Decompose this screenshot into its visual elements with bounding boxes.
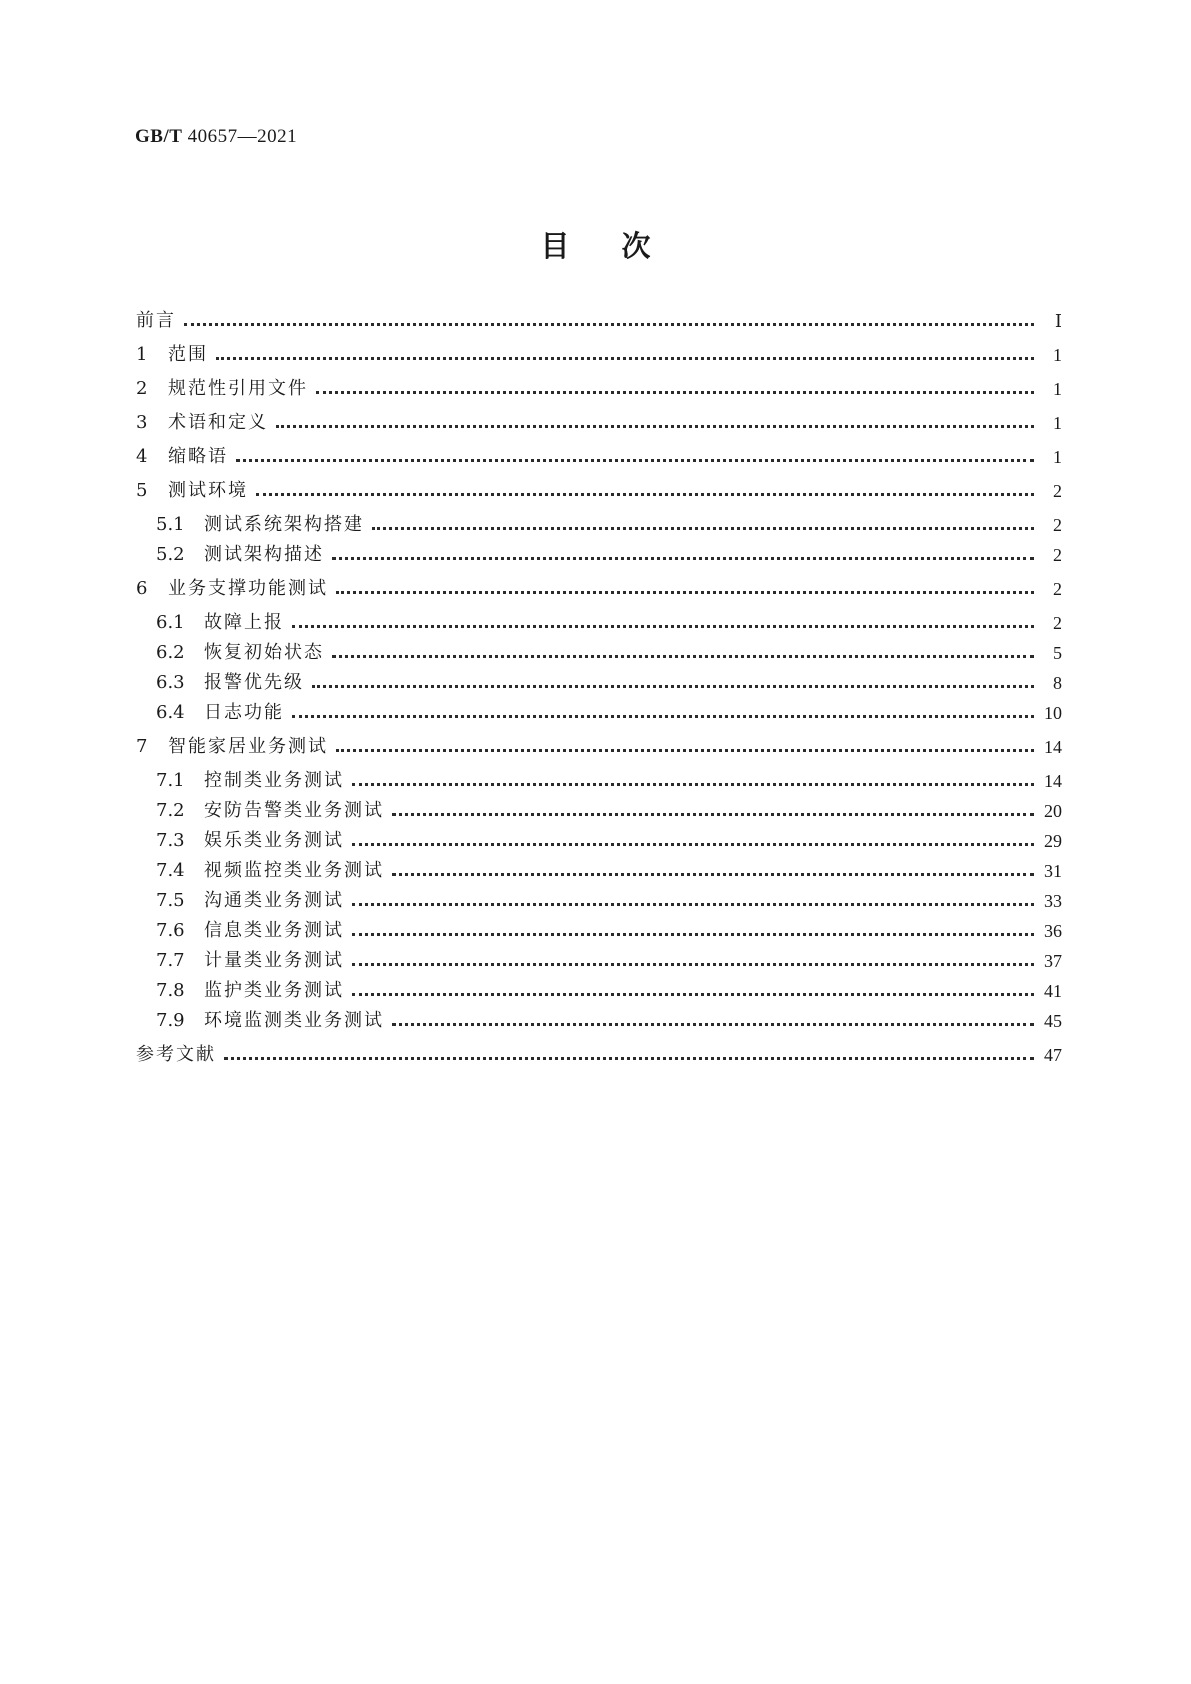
toc-entry-label: 故障上报 bbox=[204, 612, 284, 633]
toc-entry[interactable] bbox=[136, 976, 1062, 1002]
toc-entry-page: 47 bbox=[1044, 1045, 1062, 1065]
dot-leader bbox=[352, 963, 1034, 966]
document-header bbox=[135, 126, 297, 148]
toc-entry-number: 7.2 bbox=[156, 800, 185, 821]
toc-entry-number: 7.9 bbox=[156, 1010, 185, 1031]
toc-entry-label: 计量类业务测试 bbox=[204, 950, 344, 971]
dot-leader bbox=[292, 715, 1034, 718]
dot-leader bbox=[352, 903, 1034, 906]
toc-entry-label: 缩略语 bbox=[168, 446, 228, 467]
toc-entry-page: 41 bbox=[1044, 981, 1062, 1001]
toc-entry[interactable] bbox=[136, 540, 1062, 566]
toc-entry-number: 6.2 bbox=[156, 642, 185, 663]
dot-leader bbox=[332, 557, 1034, 560]
toc-entry-page: 1 bbox=[1053, 413, 1062, 433]
toc-entry-page: 29 bbox=[1044, 831, 1062, 851]
toc-entry-page: 20 bbox=[1044, 801, 1062, 821]
toc-entry-page: 36 bbox=[1044, 921, 1062, 941]
toc-entry[interactable] bbox=[136, 856, 1062, 882]
page-title: 目次 bbox=[540, 229, 703, 263]
toc-entry-page: 2 bbox=[1053, 613, 1062, 633]
toc-entry-number: 7.4 bbox=[156, 860, 185, 881]
toc-entry-number: 1 bbox=[136, 344, 148, 365]
toc-entry-number: 6.1 bbox=[156, 612, 185, 633]
dot-leader bbox=[224, 1057, 1034, 1060]
toc-entry[interactable] bbox=[136, 732, 1062, 758]
toc-entry-number: 7.8 bbox=[156, 980, 185, 1001]
toc-entry-label: 业务支撑功能测试 bbox=[168, 578, 328, 599]
toc-entry-number: 7.1 bbox=[156, 770, 185, 791]
toc-entry-label: 测试环境 bbox=[168, 480, 248, 501]
dot-leader bbox=[392, 1023, 1034, 1026]
toc-entry[interactable] bbox=[136, 476, 1062, 502]
dot-leader bbox=[332, 655, 1034, 658]
toc-entry-label: 控制类业务测试 bbox=[204, 770, 344, 791]
toc-entry[interactable] bbox=[136, 374, 1062, 400]
toc-entry[interactable] bbox=[136, 916, 1062, 942]
toc-entry-page: 31 bbox=[1044, 861, 1062, 881]
dot-leader bbox=[336, 591, 1034, 594]
toc-entry-number: 4 bbox=[136, 446, 148, 467]
toc-entry-number: 7.3 bbox=[156, 830, 185, 851]
toc-entry-number: 7.7 bbox=[156, 950, 185, 971]
toc-entry-label: 日志功能 bbox=[204, 702, 284, 723]
toc-entry-page: 37 bbox=[1044, 951, 1062, 971]
toc-entry-number: 6.3 bbox=[156, 672, 185, 693]
toc-entry-label: 规范性引用文件 bbox=[168, 378, 308, 399]
dot-leader bbox=[276, 425, 1034, 428]
toc-entry-page: 5 bbox=[1053, 643, 1062, 663]
toc-entry-label: 测试架构描述 bbox=[204, 544, 324, 565]
toc-entry-number: 5 bbox=[136, 480, 148, 501]
toc-entry-page: 14 bbox=[1044, 737, 1062, 757]
toc-entry[interactable] bbox=[136, 796, 1062, 822]
dot-leader bbox=[312, 685, 1034, 688]
dot-leader bbox=[372, 527, 1034, 530]
dot-leader bbox=[292, 625, 1034, 628]
toc-entry-references[interactable] bbox=[136, 1040, 1062, 1066]
toc-entry[interactable] bbox=[136, 510, 1062, 536]
toc-entry-page: 2 bbox=[1053, 515, 1062, 535]
dot-leader bbox=[236, 459, 1034, 462]
toc-entry-number: 2 bbox=[136, 378, 148, 399]
toc-entry-label: 恢复初始状态 bbox=[204, 642, 324, 663]
toc-entry-preface[interactable] bbox=[136, 306, 1062, 332]
dot-leader bbox=[216, 357, 1034, 360]
toc-entry-label: 信息类业务测试 bbox=[204, 920, 344, 941]
toc-entry[interactable] bbox=[136, 340, 1062, 366]
dot-leader bbox=[316, 391, 1034, 394]
toc-entry-number: 6 bbox=[136, 578, 148, 599]
toc-entry[interactable] bbox=[136, 886, 1062, 912]
toc-entry-number: 5.1 bbox=[156, 514, 185, 535]
toc-entry[interactable] bbox=[136, 574, 1062, 600]
toc-entry-page: 2 bbox=[1053, 481, 1062, 501]
dot-leader bbox=[392, 813, 1034, 816]
dot-leader bbox=[184, 323, 1034, 326]
toc-entry[interactable] bbox=[136, 826, 1062, 852]
standard-prefix: GB/T bbox=[135, 126, 183, 147]
toc-entry[interactable] bbox=[136, 698, 1062, 724]
toc-entry-number: 7 bbox=[136, 736, 148, 757]
toc-entry-label: 监护类业务测试 bbox=[204, 980, 344, 1001]
toc-entry[interactable] bbox=[136, 766, 1062, 792]
toc-entry[interactable] bbox=[136, 608, 1062, 634]
toc-entry-page: 1 bbox=[1053, 447, 1062, 467]
dot-leader bbox=[352, 843, 1034, 846]
dot-leader bbox=[352, 783, 1034, 786]
toc-entry-label: 娱乐类业务测试 bbox=[204, 830, 344, 851]
toc-entry-label: 安防告警类业务测试 bbox=[204, 800, 384, 821]
dot-leader bbox=[392, 873, 1034, 876]
toc-entry-number: 3 bbox=[136, 412, 148, 433]
standard-number: 40657—2021 bbox=[187, 126, 298, 147]
dot-leader bbox=[352, 993, 1034, 996]
toc-entry-label: 沟通类业务测试 bbox=[204, 890, 344, 911]
toc-entry[interactable] bbox=[136, 408, 1062, 434]
toc-entry[interactable] bbox=[136, 442, 1062, 468]
toc-entry-label: 环境监测类业务测试 bbox=[204, 1010, 384, 1031]
toc-entry-page: 2 bbox=[1053, 545, 1062, 565]
toc-entry[interactable] bbox=[136, 946, 1062, 972]
dot-leader bbox=[256, 493, 1034, 496]
toc-entry-label: 报警优先级 bbox=[204, 672, 304, 693]
toc-entry-page: 1 bbox=[1053, 379, 1062, 399]
toc-entry-page: 45 bbox=[1044, 1011, 1062, 1031]
toc-entry-label: 视频监控类业务测试 bbox=[204, 860, 384, 881]
toc-entry-page: Ⅰ bbox=[1054, 311, 1062, 331]
toc-entry-page: 1 bbox=[1053, 345, 1062, 365]
toc-entry-label: 范围 bbox=[168, 344, 208, 365]
toc-entry[interactable] bbox=[136, 668, 1062, 694]
toc-entry-number: 7.6 bbox=[156, 920, 185, 941]
toc-entry-page: 2 bbox=[1053, 579, 1062, 599]
toc-entry[interactable] bbox=[136, 1006, 1062, 1032]
toc-entry-label: 前言 bbox=[136, 310, 176, 331]
toc-entry-label: 参考文献 bbox=[136, 1044, 216, 1065]
toc-entry-number: 7.5 bbox=[156, 890, 185, 911]
toc-entry-number: 5.2 bbox=[156, 544, 185, 565]
dot-leader bbox=[336, 749, 1034, 752]
toc-entry-label: 智能家居业务测试 bbox=[168, 736, 328, 757]
toc-entry-label: 术语和定义 bbox=[168, 412, 268, 433]
toc-entry-page: 33 bbox=[1044, 891, 1062, 911]
toc-entry-page: 8 bbox=[1053, 673, 1062, 693]
toc-entry-number: 6.4 bbox=[156, 702, 185, 723]
dot-leader bbox=[352, 933, 1034, 936]
toc-entry-page: 14 bbox=[1044, 771, 1062, 791]
toc-entry-label: 测试系统架构搭建 bbox=[204, 514, 364, 535]
toc-entry-page: 10 bbox=[1044, 703, 1062, 723]
toc-entry[interactable] bbox=[136, 638, 1062, 664]
